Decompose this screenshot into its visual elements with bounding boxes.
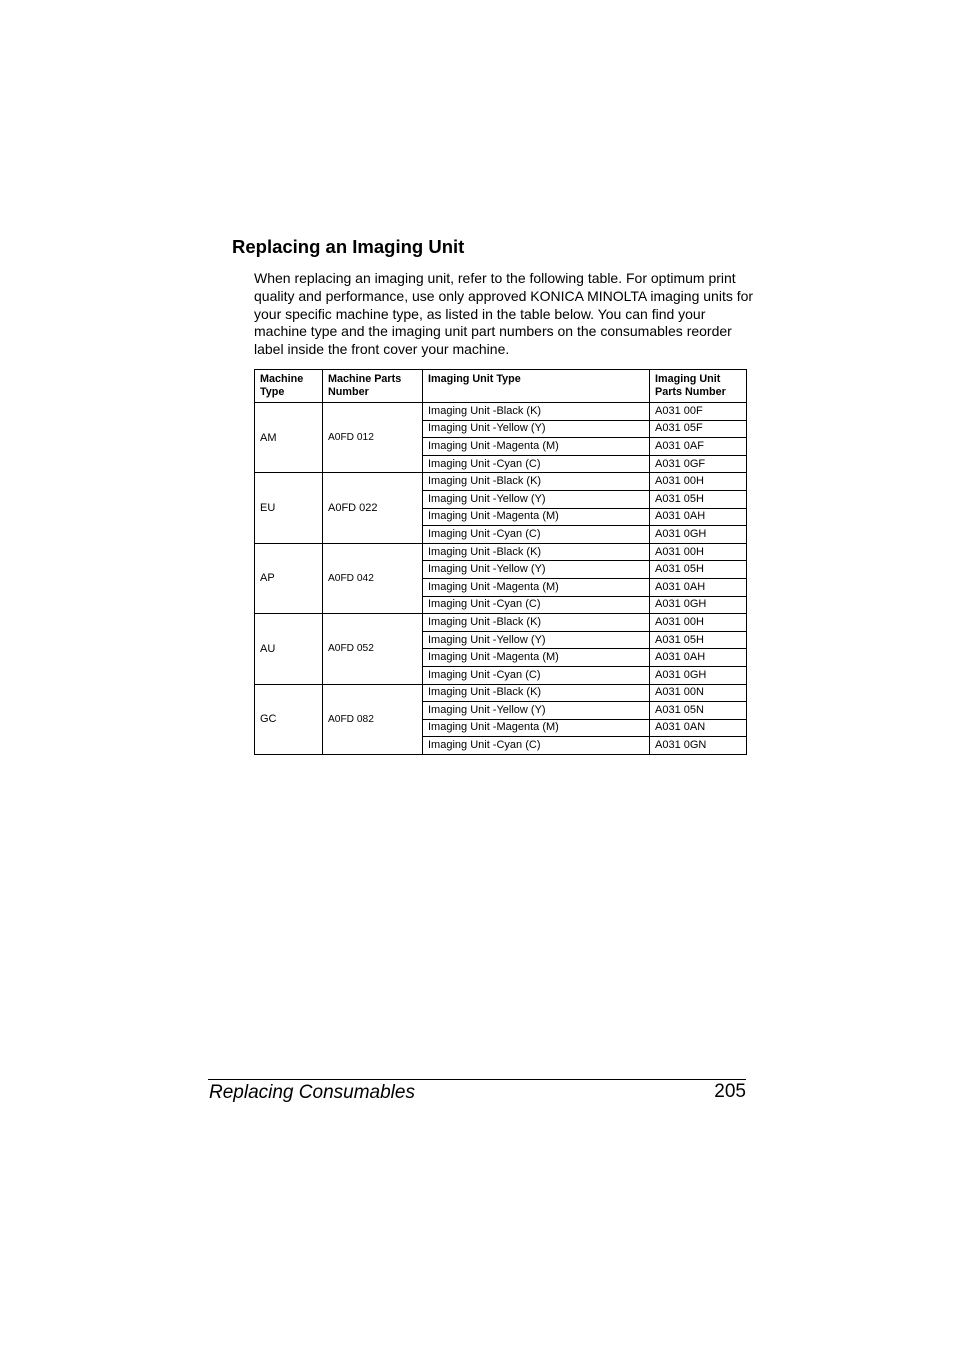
imaging-unit-type-cell: Imaging Unit -Cyan (C) xyxy=(423,455,650,473)
imaging-unit-part-number-cell: A031 0AH xyxy=(650,578,747,596)
table-row xyxy=(255,543,747,561)
imaging-unit-part-number-cell: A031 00H xyxy=(650,473,747,491)
imaging-unit-part-number-cell: A031 05H xyxy=(650,561,747,579)
imaging-unit-part-number-cell: A031 0GF xyxy=(650,455,747,473)
imaging-unit-type-cell: Imaging Unit -Black (K) xyxy=(423,614,650,632)
table-row xyxy=(255,473,747,491)
imaging-unit-part-number-cell: A031 05N xyxy=(650,702,747,720)
machine-parts-number-cell: A0FD 022 xyxy=(323,473,423,543)
imaging-unit-part-number-cell: A031 0AH xyxy=(650,649,747,667)
machine-type-cell: EU xyxy=(255,473,323,543)
imaging-unit-type-cell: Imaging Unit -Magenta (M) xyxy=(423,438,650,456)
footer-chapter-title: Replacing Consumables xyxy=(209,1082,415,1103)
machine-type-cell: AU xyxy=(255,614,323,684)
imaging-unit-part-number-cell: A031 0AF xyxy=(650,438,747,456)
imaging-unit-part-number-cell: A031 00F xyxy=(650,403,747,421)
imaging-unit-part-number-cell: A031 0AN xyxy=(650,719,747,737)
imaging-unit-type-cell: Imaging Unit -Magenta (M) xyxy=(423,649,650,667)
imaging-unit-type-cell: Imaging Unit -Cyan (C) xyxy=(423,596,650,614)
imaging-unit-type-cell: Imaging Unit -Black (K) xyxy=(423,684,650,702)
imaging-unit-type-cell: Imaging Unit -Yellow (Y) xyxy=(423,490,650,508)
table-row xyxy=(255,403,747,421)
page-number: 205 xyxy=(714,1081,746,1102)
table-body xyxy=(255,403,747,755)
imaging-unit-part-number-cell: A031 0GH xyxy=(650,666,747,684)
machine-parts-number-cell: A0FD 082 xyxy=(323,684,423,754)
imaging-unit-part-number-cell: A031 00H xyxy=(650,543,747,561)
imaging-unit-type-cell: Imaging Unit -Black (K) xyxy=(423,543,650,561)
imaging-unit-type-cell: Imaging Unit -Black (K) xyxy=(423,473,650,491)
section-title: Replacing an Imaging Unit xyxy=(232,236,465,257)
imaging-unit-type-cell: Imaging Unit -Cyan (C) xyxy=(423,666,650,684)
machine-parts-number-cell: A0FD 042 xyxy=(323,543,423,613)
imaging-unit-part-number-cell: A031 00H xyxy=(650,614,747,632)
header-imaging-unit-type: Imaging Unit Type xyxy=(423,370,650,403)
machine-type-cell: AP xyxy=(255,543,323,613)
imaging-unit-type-cell: Imaging Unit -Magenta (M) xyxy=(423,578,650,596)
table-header-row xyxy=(255,370,747,403)
imaging-unit-type-cell: Imaging Unit -Cyan (C) xyxy=(423,526,650,544)
imaging-unit-part-number-cell: A031 0AH xyxy=(650,508,747,526)
header-imaging-unit-parts-number: Imaging Unit Parts Number xyxy=(650,370,747,403)
imaging-unit-type-cell: Imaging Unit -Black (K) xyxy=(423,403,650,421)
imaging-unit-type-cell: Imaging Unit -Cyan (C) xyxy=(423,737,650,755)
imaging-unit-part-number-cell: A031 0GH xyxy=(650,596,747,614)
imaging-unit-type-cell: Imaging Unit -Yellow (Y) xyxy=(423,631,650,649)
imaging-unit-type-cell: Imaging Unit -Magenta (M) xyxy=(423,719,650,737)
machine-type-cell: AM xyxy=(255,403,323,473)
imaging-unit-part-number-cell: A031 05H xyxy=(650,631,747,649)
table-row xyxy=(255,614,747,632)
header-machine-parts-number: Machine Parts Number xyxy=(323,370,423,403)
imaging-unit-table xyxy=(254,369,747,755)
imaging-unit-part-number-cell: A031 0GN xyxy=(650,737,747,755)
table-row xyxy=(255,684,747,702)
imaging-unit-type-cell: Imaging Unit -Magenta (M) xyxy=(423,508,650,526)
machine-parts-number-cell: A0FD 012 xyxy=(323,403,423,473)
intro-paragraph: When replacing an imaging unit, refer to the following table. For optimum print quality and performance, use only approved KONICA MINOLTA imaging units for your specific machine type, as listed in the table below. You can find your machine type and the imaging unit part numbers on the consumables reorder label inside the front cover your machine. xyxy=(254,270,754,358)
imaging-unit-part-number-cell: A031 05H xyxy=(650,490,747,508)
machine-type-cell: GC xyxy=(255,684,323,754)
header-machine-type: Machine Type xyxy=(255,370,323,403)
imaging-unit-part-number-cell: A031 05F xyxy=(650,420,747,438)
footer-divider xyxy=(208,1079,746,1080)
machine-parts-number-cell: A0FD 052 xyxy=(323,614,423,684)
imaging-unit-type-cell: Imaging Unit -Yellow (Y) xyxy=(423,702,650,720)
imaging-unit-part-number-cell: A031 0GH xyxy=(650,526,747,544)
imaging-unit-part-number-cell: A031 00N xyxy=(650,684,747,702)
imaging-unit-type-cell: Imaging Unit -Yellow (Y) xyxy=(423,561,650,579)
imaging-unit-type-cell: Imaging Unit -Yellow (Y) xyxy=(423,420,650,438)
